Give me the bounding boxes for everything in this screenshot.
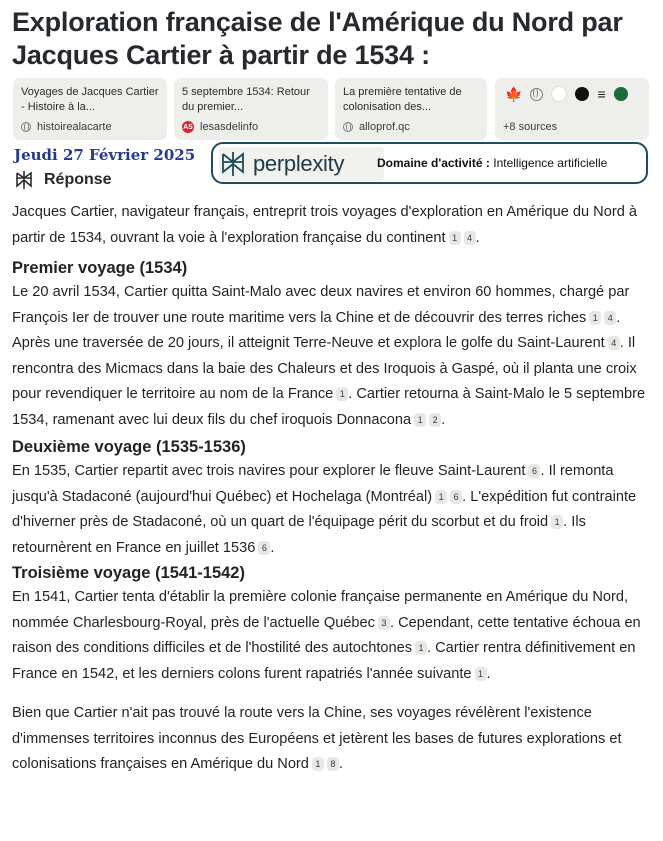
paragraph-text: . Après une traversée de 20 jours, il atteignit Terre-Neuve et explora le golfe du Saint-Laurent [12, 309, 621, 351]
source-site: alloprof.qc [359, 121, 410, 133]
perplexity-logo-icon [14, 170, 34, 190]
citation-badge[interactable]: 1 [475, 667, 487, 681]
source-site: lesasdelinfo [200, 121, 259, 133]
citation-badge[interactable]: 1 [449, 231, 461, 245]
site-favicon-icon [614, 87, 628, 101]
paragraph-text: . [441, 411, 446, 428]
paragraph-text: Bien que Cartier n'ait pas trouvé la route vers la Chine, ses voyages révélèrent l'existence d'immenses territoires inconnus des Européens et jetèrent les bases de futures explorations et colonisations françaises en Amérique du Nord [12, 705, 622, 772]
paragraph-text: . Il remonta jusqu'à Stadaconé (aujourd'hui Québec) et Hochelaga (Montréal) [12, 463, 614, 505]
paragraph-text: Jacques Cartier, navigateur français, entreprit trois voyages d'exploration en Amérique du Nord à partir de 1534, ouvrant la voie à l'exploration française du continent [12, 204, 637, 246]
answer-content [12, 200, 652, 778]
source-card-2[interactable] [174, 78, 328, 140]
section-heading: Premier voyage (1534) [12, 259, 188, 277]
page-title: Exploration française de l'Amérique du Nord par Jacques Cartier à partir de 1534 : [12, 7, 623, 70]
source-title: 5 septembre 1534: Retour du premier... [182, 86, 310, 113]
more-sources-card[interactable] [495, 78, 649, 140]
as-logo-icon: AS [182, 121, 194, 133]
paragraph-text: . Il rencontra des Micmacs dans la baie des Chaleurs et des Iroquois à Gaspé, où il planta une croix pour revendiquer le territoire au nom de la France [12, 335, 637, 402]
more-sources-label: +8 sources [503, 121, 558, 133]
citation-badge[interactable]: 1 [435, 490, 447, 504]
source-card-3[interactable] [335, 78, 487, 140]
menu-lines-icon: ≡ [597, 86, 606, 102]
paragraph-text: . Ils retournèrent en France en juillet 1536 [12, 514, 586, 556]
source-title: Voyages de Jacques Cartier - Histoire à la... [21, 86, 159, 113]
section-heading: Troisième voyage (1541-1542) [12, 564, 245, 582]
domain-label: Domaine d'activité : [377, 156, 490, 170]
globe-icon [21, 122, 31, 132]
citation-badge[interactable]: 1 [336, 387, 348, 401]
perplexity-logo-icon [219, 150, 247, 178]
citation-badge[interactable]: 1 [312, 757, 324, 771]
maple-leaf-icon: 🍁 [505, 86, 523, 102]
citation-badge[interactable]: 6 [528, 464, 540, 478]
citation-badge[interactable]: 8 [327, 757, 339, 771]
section-paragraph [12, 459, 652, 561]
paragraph-text: . [270, 539, 275, 556]
paragraph-text: . [486, 665, 491, 682]
source-title: La première tentative de colonisation des... [343, 86, 462, 113]
date-label: Jeudi 27 Février 2025 [14, 146, 196, 164]
site-favicon-icon [575, 87, 589, 101]
globe-icon [343, 122, 353, 132]
paragraph-text: . L'expédition fut contrainte d'hiverner près de Stadaconé, où un quart de l'équipage périt du scorbut et du froid [12, 488, 637, 530]
citation-badge[interactable]: 2 [429, 413, 441, 427]
citation-badge[interactable]: 4 [608, 336, 620, 350]
citation-badge[interactable]: 3 [378, 616, 390, 630]
citation-badge[interactable]: 6 [258, 541, 270, 555]
brand-name: perplexity [253, 151, 345, 176]
paragraph-text: . Cependant, cette tentative échoua en raison des conditions difficiles et de l'hostilité des autochtones [12, 614, 641, 656]
site-favicon-icon [551, 86, 567, 102]
source-card-1[interactable] [13, 78, 167, 140]
citation-badge[interactable]: 1 [551, 515, 563, 529]
citation-badge[interactable]: 4 [604, 311, 616, 325]
paragraph-text: . [338, 756, 343, 772]
paragraph-text: En 1541, Cartier tenta d'établir la première colonie française permanente en Amérique du Nord, nommée Charlesbourg-Royal, près de l'actuelle Québec [12, 589, 629, 631]
section-paragraph [12, 280, 652, 433]
citation-badge[interactable]: 1 [589, 311, 601, 325]
answer-label: Réponse [44, 171, 112, 188]
citation-badge[interactable]: 1 [415, 641, 427, 655]
section-paragraph [12, 585, 652, 687]
citation-badge[interactable]: 4 [464, 231, 476, 245]
domain-info [377, 156, 607, 170]
paragraph-text: . Cartier rentra définitivement en France en 1542, et les derniers colons furent rapatriés l'année suivante [12, 640, 636, 682]
paragraph-text: Le 20 avril 1534, Cartier quitta Saint-Malo avec deux navires et environ 60 hommes, chargé par François Ier de trouver une route maritime vers la Chine et de découvrir des terres riches [12, 284, 630, 326]
domain-value: Intelligence artificielle [493, 156, 608, 170]
citation-badge[interactable]: 6 [450, 490, 462, 504]
perplexity-banner [211, 142, 648, 184]
intro-paragraph: Jacques Cartier, navigateur français, entreprit trois voyages d'exploration en Amérique du Nord à partir de 1534, ouvrant la voie à l'exploration française du continent 1 4 . [12, 204, 637, 246]
paragraph-text: . Cartier retourna à Saint-Malo le 5 septembre 1534, ramenant avec lui deux fils du chef iroquois Donnacona [12, 386, 646, 428]
paragraph-text: En 1535, Cartier repartit avec trois navires pour explorer le fleuve Saint-Laurent [12, 463, 526, 479]
citation-badge[interactable]: 1 [414, 413, 426, 427]
source-site: histoirealacarte [37, 121, 112, 133]
section-heading: Deuxième voyage (1535-1536) [12, 438, 246, 456]
globe-icon [530, 88, 543, 101]
conclusion-paragraph [12, 701, 652, 778]
answer-header [14, 170, 112, 190]
